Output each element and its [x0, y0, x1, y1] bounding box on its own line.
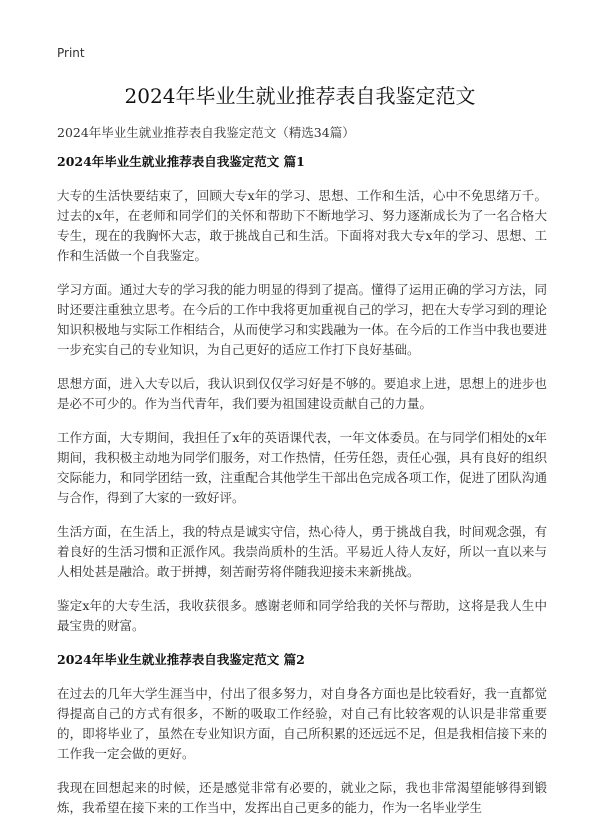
- section-2: [57, 650, 547, 818]
- article-body: [57, 152, 547, 832]
- paragraph: 在过去的几年大学生涯当中，付出了很多努力，对自身各方面也是比较看好，我一直都觉得提高自己的方式有很多，不断的吸取工作经验，对自己有比较客观的认识是非常重要的，即将毕业了，虽然在专业知识方面，自己所积累的还远远不足，但是我相信接下来的工作我一定会做的更好。: [57, 686, 547, 761]
- paragraph: 大专的生活快要结束了，回顾大专x年的学习、思想、工作和生活，心中不免思绪万千。过去的x年，在老师和同学们的关怀和帮助下不断地学习、努力逐渐成长为了一名合格大专生，现在的我胸怀大志，敢于挑战自己和生活。下面将对我大专x年的学习、思想、工作和生活做一个自我鉴定。: [57, 188, 547, 263]
- paragraph: 思想方面，进入大专以后，我认识到仅仅学习好是不够的。要追求上进，思想上的进步也是必不可少的。作为当代青年，我们要为祖国建设贡献自己的力量。: [57, 376, 547, 411]
- page-title: 2024年毕业生就业推荐表自我鉴定范文: [124, 84, 476, 108]
- paragraph: 生活方面，在生活上，我的特点是诚实守信，热心待人，勇于挑战自我，时间观念强，有着良好的生活习惯和正派作风。我崇尚质朴的生活。平易近人待人友好，所以一直以来与人相处甚是融洽。敢于拼搏，刻苦耐劳将伴随我迎接未来新挑战。: [57, 524, 547, 579]
- paragraph: 学习方面。通过大专的学习我的能力明显的得到了提高。懂得了运用正确的学习方法，同时还要注重独立思考。在今后的工作中我将更加重视自己的学习，把在大专学习到的理论知识积极地与实际工作相结合，从而使学习和实践融为一体。在今后的工作当中我也要进一步充实自己的专业知识，为自己更好的适应工作打下良好基础。: [57, 282, 547, 357]
- section-heading: 2024年毕业生就业推荐表自我鉴定范文 篇2: [57, 652, 305, 667]
- section-heading: 2024年毕业生就业推荐表自我鉴定范文 篇1: [57, 154, 305, 169]
- paragraph: 我现在回想起来的时候，还是感觉非常有必要的，就业之际，我也非常渴望能够得到锻炼，我希望在接下来的工作当中，发挥出自己更多的能力，作为一名毕业学生: [57, 780, 547, 815]
- paragraph: 鉴定x年的大专生活，我收获很多。感谢老师和同学给我的关怀与帮助，这将是我人生中最宝贵的财富。: [57, 598, 547, 633]
- section-1: [57, 152, 547, 636]
- paragraph: 工作方面，大专期间，我担任了x年的英语课代表，一年文体委员。在与同学们相处的x年期间，我积极主动地为同学们服务，对工作热情，任劳任怨，责任心强，具有良好的组织交际能力，和同学团结一致，注重配合其他学生干部出色完成各项工作，促进了团队沟通与合作，得到了大家的一致好评。: [57, 430, 547, 505]
- print-label[interactable]: Print: [57, 46, 85, 60]
- page-subtitle: 2024年毕业生就业推荐表自我鉴定范文（精选34篇）: [57, 125, 355, 140]
